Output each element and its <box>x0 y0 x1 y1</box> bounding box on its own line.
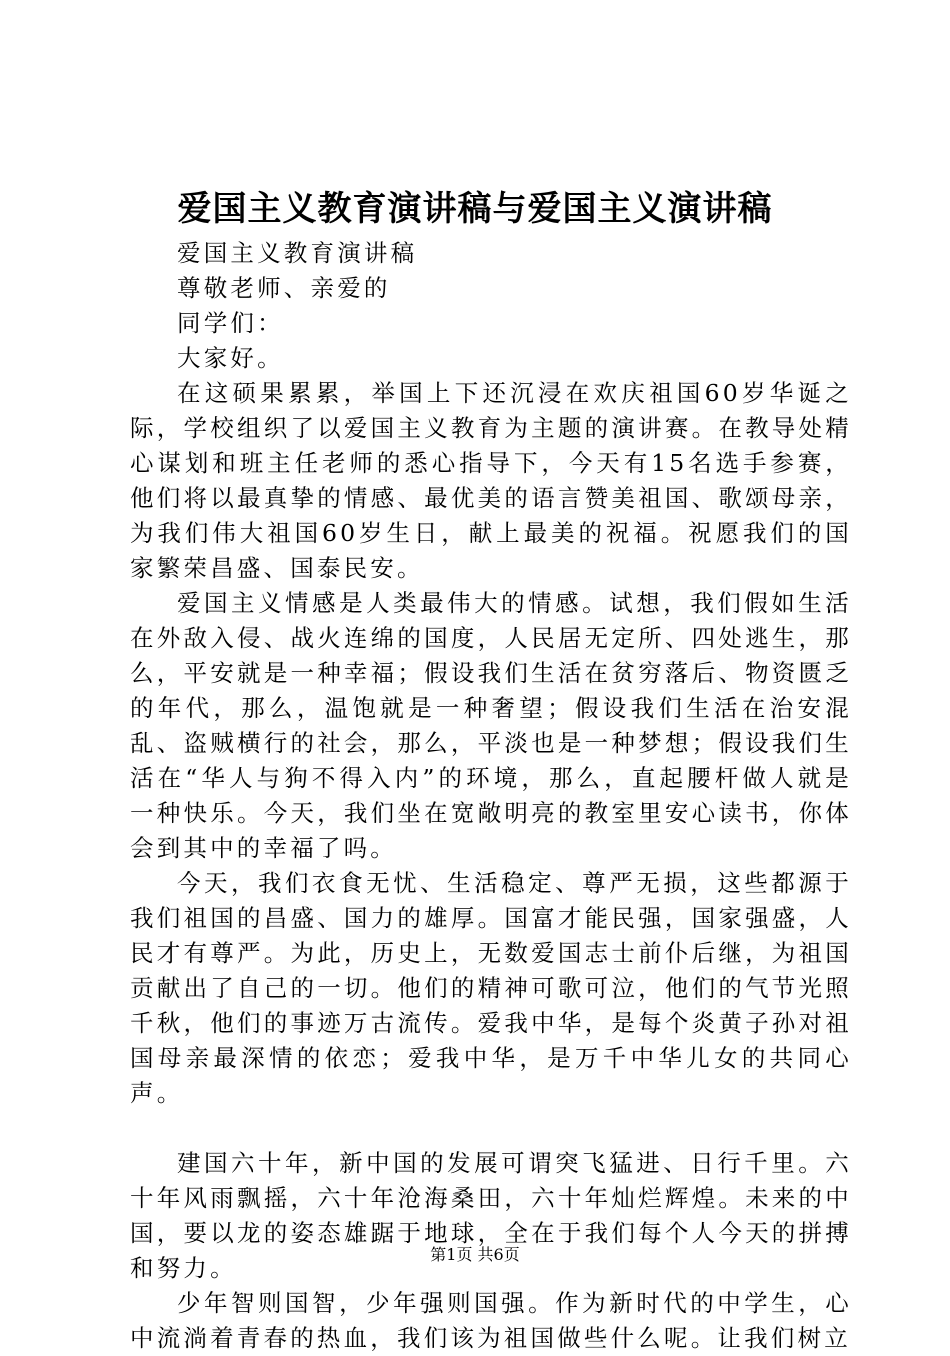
paragraph-body: 少年智则国智，少年强则国强。作为新时代的中学生，心中流淌着青春的热血，我们该为祖国做些什么呢。让我们树立 <box>130 1289 852 1352</box>
paragraph-body: 在这硕果累累，举国上下还沉浸在欢庆祖国60岁华诞之际，学校组织了以爱国主义教育为主题的演讲赛。在教导处精心谋划和班主任老师的悉心指导下，今天有15名选手参赛，他们将以最真挚的情感、最优美的语言赞美祖国、歌颂母亲，为我们伟大祖国60岁生日，献上最美的祝福。祝愿我们的国家繁荣昌盛、国泰民安。 <box>130 379 852 582</box>
paragraph-subtitle: 爱国主义教育演讲稿 <box>177 239 418 267</box>
paragraph-body: 建国六十年，新中国的发展可谓突飞猛进、日行千里。六十年风雨飘摇，六十年沧海桑田，六十年灿烂辉煌。未来的中国，要以龙的姿态雄踞于地球，全在于我们每个人今天的拼搏和努力。 <box>130 1149 852 1282</box>
document-body <box>130 236 852 1356</box>
paragraph-body: 爱国主义情感是人类最伟大的情感。试想，我们假如生活在外敌入侵、战火连绵的国度，人民居无定所、四处逃生，那么，平安就是一种幸福；假设我们生活在贫穷落后、物资匮乏的年代，那么，温饱就是一种奢望；假设我们生活在治安混乱、盗贼横行的社会，那么，平淡也是一种梦想；假设我们生活在“华人与狗不得入内”的环境，那么，直起腰杆做人就是一种快乐。今天，我们坐在宽敞明亮的教室里安心读书，你体会到其中的幸福了吗。 <box>130 589 852 862</box>
page-footer: 第1页 共6页 <box>430 1245 520 1264</box>
paragraph-salutation: 尊敬老师、亲爱的 <box>177 274 391 302</box>
document-title: 爱国主义教育演讲稿与爱国主义演讲稿 <box>177 189 773 229</box>
paragraph-body: 今天，我们衣食无忧、生活稳定、尊严无损，这些都源于我们祖国的昌盛、国力的雄厚。国富才能民强，国家强盛，人民才有尊严。为此，历史上，无数爱国志士前仆后继，为祖国贡献出了自己的一切。他们的精神可歌可泣，他们的气节光照千秋，他们的事迹万古流传。爱我中华，是每个炎黄子孙对祖国母亲最深情的依恋；爱我中华，是万千中华儿女的共同心声。 <box>130 869 852 1107</box>
paragraph-salutation-cont: 同学们： <box>177 309 284 337</box>
paragraph-greeting: 大家好。 <box>177 344 284 372</box>
